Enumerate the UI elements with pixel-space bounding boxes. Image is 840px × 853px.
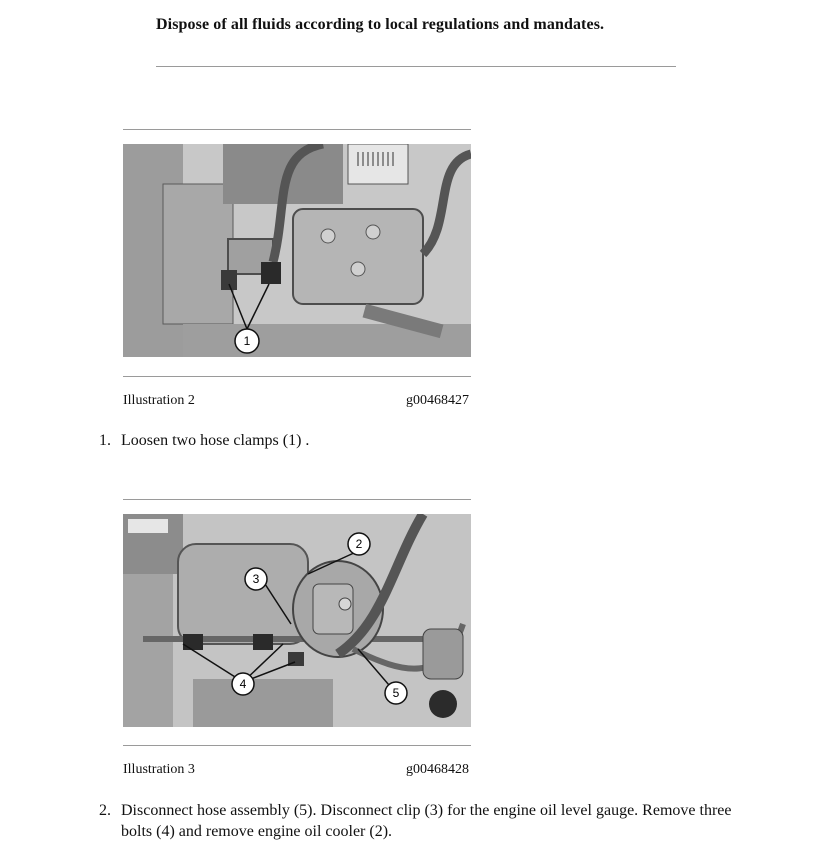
svg-text:3: 3 [252,572,260,586]
svg-text:5: 5 [392,686,400,700]
illustration-2-caption-label: Illustration 2 [123,393,195,408]
callout-1 [235,329,259,353]
svg-text:2: 2 [355,537,363,551]
svg-text:1: 1 [243,334,251,348]
step-1-text: Loosen two hose clamps (1) . [121,432,310,449]
svg-text:4: 4 [239,677,247,691]
callout-4 [232,673,254,695]
illustration-3-drawing [123,514,471,727]
illustration-2-caption-code: g00468427 [406,393,469,408]
illustration-2-photo [123,144,471,357]
notice-divider [156,66,676,67]
illustration-3-caption-label: Illustration 3 [123,762,195,777]
figure-2-top-rule [123,499,471,500]
figure-2-bottom-rule [123,745,471,746]
illustration-2-drawing [123,144,471,357]
callout-5 [385,682,407,704]
callout-3 [245,568,267,590]
figure-1-top-rule [123,129,471,130]
step-2-text: Disconnect hose assembly (5). Disconnect clip (3) for the engine oil level gauge. Remove three bolts (4) and remove engine oil cooler (2). [121,802,732,840]
step-2-number: 2. [99,802,111,819]
illustration-3-caption-code: g00468428 [406,762,469,777]
illustration-3-photo [123,514,471,727]
callout-2 [348,533,370,555]
figure-1-bottom-rule [123,376,471,377]
notice-text: Dispose of all fluids according to local regulations and mandates. [156,16,605,33]
step-1-number: 1. [99,432,111,449]
